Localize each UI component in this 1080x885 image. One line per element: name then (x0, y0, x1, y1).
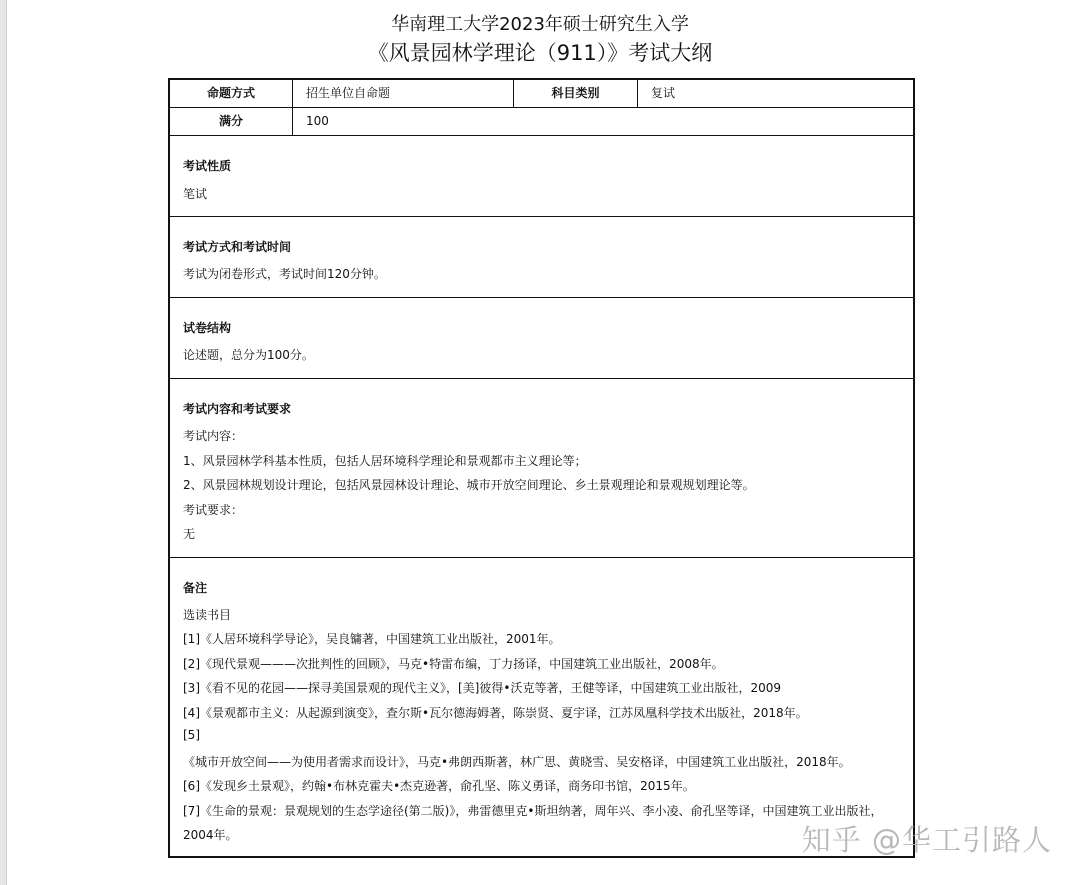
section-title: 考试方式和考试时间 (183, 240, 292, 254)
page-title-line1: 华南理工大学2023年硕士研究生入学 (391, 14, 689, 35)
section-text: 笔试 (183, 187, 208, 201)
syllabus-table (168, 78, 915, 858)
content-line: 2、风景园林规划设计理论，包括风景园林设计理论、城市开放空间理论、乡土景观理论和景观规划理论等。 (183, 478, 755, 492)
section-exam-method (170, 217, 913, 298)
value-full-score: 100 (292, 108, 913, 135)
content-line: 考试内容： (183, 429, 244, 443)
section-exam-content (170, 379, 913, 558)
label-subject-category: 科目类别 (513, 80, 637, 107)
label-full-score: 满分 (218, 114, 243, 128)
page-left-border (0, 0, 7, 885)
label-question-setting: 命题方式 (206, 86, 255, 100)
section-paper-structure (170, 298, 913, 379)
section-notes (170, 558, 913, 856)
reading-list-heading: 选读书目 (183, 608, 232, 622)
reference-item: [6]《发现乡土景观》，约翰•布林克霍夫•杰克逊著，俞孔坚、陈义勇译，商务印书馆，2015年。 (183, 779, 695, 793)
section-title: 考试性质 (183, 159, 232, 173)
info-row-2 (170, 108, 913, 136)
section-title: 试卷结构 (183, 321, 232, 335)
content-line: 1、风景园林学科基本性质，包括人居环境科学理论和景观都市主义理论等； (183, 454, 587, 468)
page-title-line2: 《风景园林学理论（911）》考试大纲 (367, 41, 713, 65)
reference-item: [1]《人居环境科学导论》，吴良镛著，中国建筑工业出版社，2001年。 (183, 632, 561, 646)
reference-item: [3]《看不见的花园——探寻美国景观的现代主义》，[美]彼得•沃克等著，王健等译，中国建筑工业出版社，2009 (183, 681, 781, 695)
section-text: 论述题，总分为100分。 (183, 348, 314, 362)
reference-item: [5] (183, 728, 200, 742)
value-subject-category: 复试 (637, 80, 913, 107)
section-title: 备注 (183, 581, 208, 595)
reference-item: [7]《生命的景观：景观规划的生态学途径(第二版)》，弗雷德里克•斯坦纳著，周年兴、李小凌、俞孔坚等译，中国建筑工业出版社， (183, 804, 883, 818)
section-exam-nature (170, 136, 913, 217)
reference-item: 2004年。 (183, 828, 238, 842)
reference-item: [4]《景观都市主义：从起源到演变》，查尔斯•瓦尔德海姆著，陈崇贤、夏宇译，江苏凤凰科学技术出版社，2018年。 (183, 706, 808, 720)
content-line: 无 (183, 527, 196, 541)
reference-item: [2]《现代景观———次批判性的回顾》，马克•特雷布编，丁力扬译，中国建筑工业出版社，2008年。 (183, 657, 724, 671)
content-line: 考试要求： (183, 503, 244, 517)
section-title: 考试内容和考试要求 (183, 402, 292, 416)
info-row-1 (170, 80, 913, 108)
section-text: 考试为闭卷形式，考试时间120分钟。 (183, 267, 386, 281)
zhihu-watermark: 知乎 @华工引路人 (801, 823, 1052, 857)
value-question-setting: 招生单位自命题 (292, 80, 513, 107)
reference-item: 《城市开放空间——为使用者需求而设计》，马克•弗朗西斯著，林广思、黄晓雪、吴安格译，中国建筑工业出版社，2018年。 (183, 755, 851, 769)
